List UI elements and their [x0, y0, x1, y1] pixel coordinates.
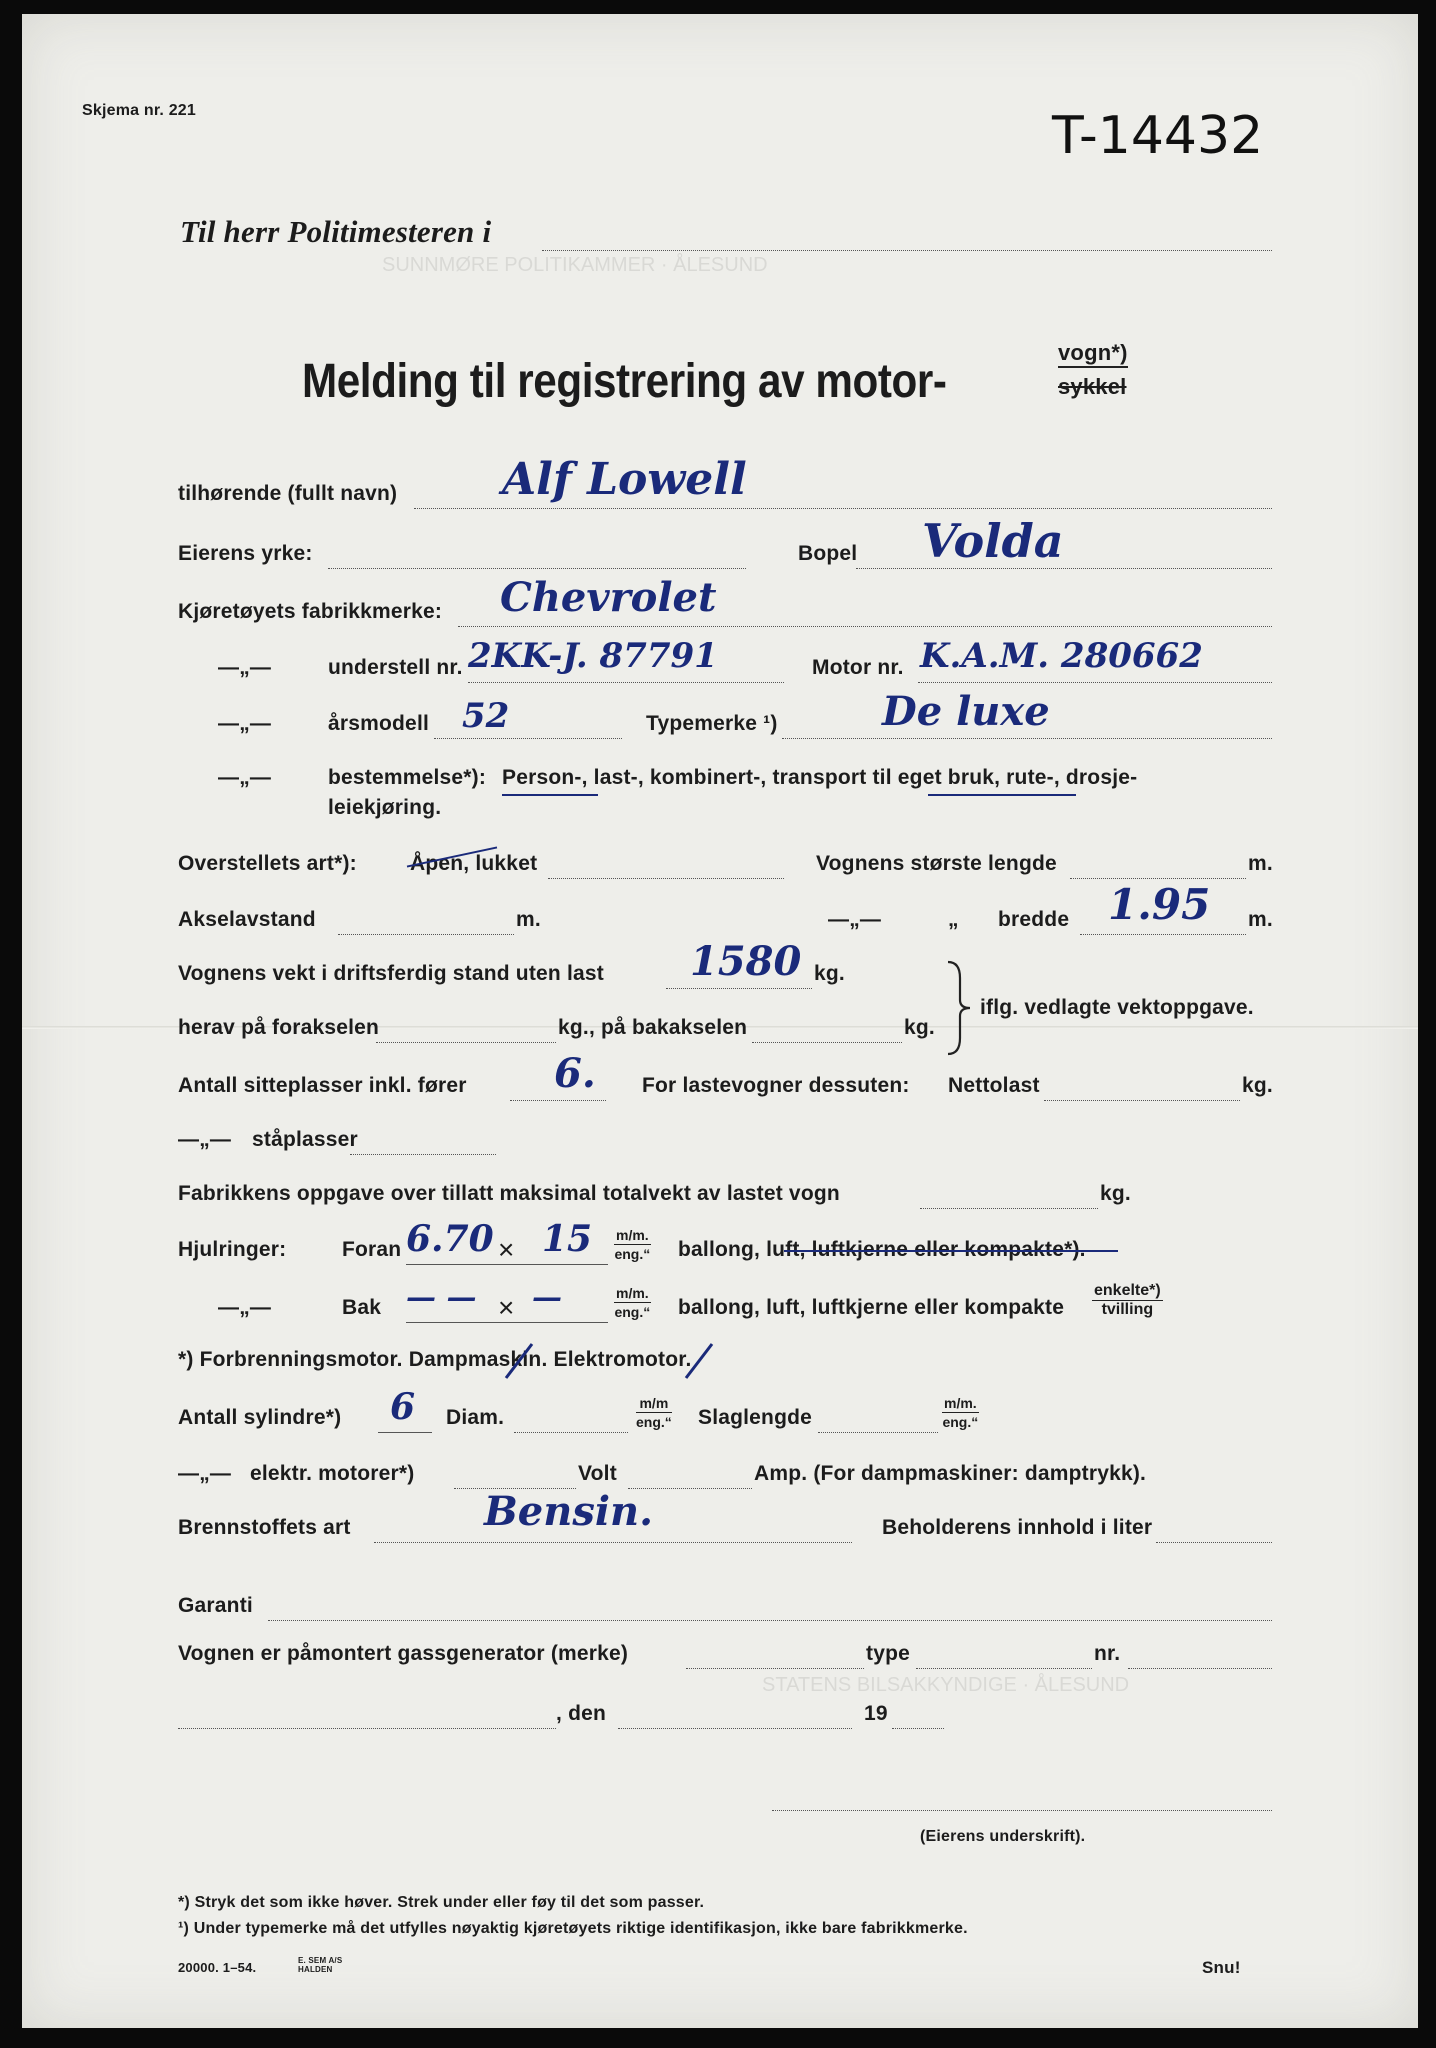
gas-type-line — [916, 1668, 1092, 1669]
diam-unit-fraction — [636, 1394, 672, 1431]
fuel-line — [374, 1542, 852, 1543]
ditto-mark-standing: —„— — [178, 1128, 232, 1151]
seats-label: Antall sitteplasser inkl. fører — [178, 1074, 467, 1097]
bleed-through-text: SUNNMØRE POLITIKAMMER · ÅLESUND — [382, 254, 768, 276]
form-sheet — [22, 14, 1418, 2028]
handwritten-reference: T-14432 — [1052, 106, 1264, 166]
purpose-own-use-underline — [928, 794, 1076, 796]
purpose-label: bestemmelse*): — [328, 766, 487, 789]
gas-type-label: type — [866, 1642, 910, 1665]
make-line — [458, 626, 1272, 627]
gas-generator-line — [686, 1668, 864, 1669]
owner-value: Alf Lowell — [502, 454, 747, 505]
width-ditto: „ — [948, 908, 959, 931]
diam-unit-top: m/m — [636, 1394, 672, 1413]
weight-brace — [944, 958, 974, 1058]
ditto-mark-chassis: —„— — [218, 656, 272, 679]
engine-types: *) Forbrenningsmotor. Dampmaskin. Elektromotor. — [178, 1348, 692, 1371]
twin-label: tvilling — [1101, 1301, 1154, 1318]
fuel-value: Bensin. — [484, 1488, 654, 1535]
gas-nr-label: nr. — [1094, 1642, 1121, 1665]
rear-unit-fraction — [614, 1284, 651, 1321]
ditto-mark-electric: —„— — [178, 1462, 232, 1485]
net-load-unit: kg. — [1242, 1074, 1273, 1097]
front-unit-top: m/m. — [616, 1227, 649, 1243]
tank-line — [1156, 1542, 1272, 1543]
width-line — [1080, 934, 1246, 935]
weight-value: 1580 — [690, 938, 802, 985]
electric-label: elektr. motorer*) — [250, 1462, 415, 1485]
schema-number: Skjema nr. 221 — [82, 102, 196, 119]
rear-axle-unit: kg. — [904, 1016, 935, 1039]
diam-line — [514, 1432, 628, 1433]
signature-line — [772, 1810, 1272, 1811]
rear-unit-top: m/m. — [616, 1285, 649, 1301]
front-axle-line — [376, 1042, 556, 1043]
max-weight-line — [920, 1208, 1098, 1209]
truck-label: For lastevogner dessuten: — [642, 1074, 910, 1097]
rear-times-symbol: × — [498, 1292, 515, 1323]
max-weight-unit: kg. — [1100, 1182, 1131, 1205]
net-load-line — [1044, 1100, 1240, 1101]
type-value: De luxe — [882, 688, 1050, 735]
single-twin-fraction — [1092, 1282, 1163, 1319]
printer-name: E. SEM A/S HALDEN — [298, 1956, 343, 1974]
form-title: Melding til registrering av motor- — [302, 355, 947, 408]
front-tyre-width: 6.70 — [406, 1218, 494, 1260]
wheelbase-line — [338, 934, 514, 935]
title-option-vogn: vogn*) — [1058, 340, 1128, 368]
stroke-unit-fraction — [942, 1394, 979, 1431]
front-tyre-line — [406, 1264, 608, 1265]
signature-label: (Eierens underskrift). — [920, 1828, 1086, 1845]
amp-label: Amp. (For dampmaskiner: damptrykk). — [754, 1462, 1147, 1485]
occupation-line — [328, 568, 746, 569]
weight-line — [666, 988, 812, 989]
stroke-line — [818, 1432, 938, 1433]
date-den-label: , den — [556, 1702, 607, 1725]
purpose-options-line2: leiekjøring. — [328, 796, 442, 819]
rear-tyre-types: ballong, luft, luftkjerne eller kompakte — [678, 1296, 1065, 1319]
electro-check-mark — [682, 1340, 724, 1384]
stroke-unit-bottom: eng.“ — [942, 1414, 979, 1430]
cylinders-value: 6 — [390, 1386, 416, 1428]
front-tyre-rim: 15 — [542, 1218, 593, 1260]
rear-tyre-rim: — — [532, 1280, 562, 1315]
tyres-label: Hjulringer: — [178, 1238, 287, 1261]
weight-note: iflg. vedlagte vektoppgave. — [980, 996, 1254, 1019]
rear-axle-label: kg., på bakakselen — [558, 1016, 748, 1039]
print-info: 20000. 1–54. — [178, 1960, 257, 1975]
width-unit: m. — [1248, 908, 1273, 931]
rear-tyre-width: — — — [406, 1280, 477, 1315]
model-year-value: 52 — [462, 696, 510, 736]
front-tyre-types: ballong, luft, luftkjerne eller kompakte*). — [678, 1238, 1086, 1261]
body-label: Overstellets art*): — [178, 852, 357, 875]
turn-over-label: Snu! — [1202, 1958, 1241, 1977]
footnote-2: ¹) Under typemerke må det utfylles nøyaktig kjøretøyets riktige identifikasjon, ikke bare fabrikkmerke. — [178, 1920, 968, 1937]
tank-label: Beholderens innhold i liter — [882, 1516, 1153, 1539]
net-load-label: Nettolast — [948, 1074, 1040, 1097]
ditto-mark-year: —„— — [218, 712, 272, 735]
motor-label: Motor nr. — [812, 656, 904, 679]
gas-generator-label: Vognen er påmontert gassgenerator (merke) — [178, 1642, 629, 1665]
occupation-label: Eierens yrke: — [178, 542, 313, 565]
front-unit-fraction — [614, 1226, 651, 1263]
addressee-line — [542, 250, 1272, 251]
purpose-options: Person-, last-, kombinert-, transport til eget bruk, rute-, drosje- — [502, 766, 1138, 789]
volt-label: Volt — [578, 1462, 617, 1485]
width-label: bredde — [998, 908, 1070, 931]
rear-unit-bottom: eng.“ — [614, 1304, 651, 1320]
guarantee-label: Garanti — [178, 1594, 253, 1617]
ditto-mark-width: —„— — [828, 908, 882, 931]
length-label: Vognens største lengde — [816, 852, 1057, 875]
place-line — [178, 1728, 556, 1729]
residence-line — [856, 568, 1272, 569]
date-line — [618, 1728, 852, 1729]
front-label: Foran — [342, 1238, 402, 1261]
year-line — [892, 1728, 944, 1729]
addressee: Til herr Politimesteren i — [180, 214, 492, 249]
weight-label: Vognens vekt i driftsferdig stand uten last — [178, 962, 604, 985]
standing-label: ståplasser — [252, 1128, 358, 1151]
date-year-label: 19 — [864, 1702, 888, 1725]
ditto-mark-rear: —„— — [218, 1296, 272, 1319]
cylinders-line — [378, 1432, 432, 1433]
type-label: Typemerke ¹) — [646, 712, 778, 735]
motor-value: K.A.M. 280662 — [920, 636, 1203, 676]
chassis-label: understell nr. — [328, 656, 463, 679]
footnote-1: *) Stryk det som ikke høver. Strek under eller føy til det som passer. — [178, 1894, 705, 1911]
purpose-person-underline — [502, 794, 598, 796]
diam-label: Diam. — [446, 1406, 505, 1429]
body-line — [548, 878, 784, 879]
owner-label: tilhørende (fullt navn) — [178, 482, 398, 505]
ditto-mark-purpose: —„— — [218, 766, 272, 789]
seats-line — [510, 1100, 606, 1101]
weight-unit: kg. — [814, 962, 845, 985]
model-year-line — [434, 738, 622, 739]
standing-line — [350, 1154, 496, 1155]
steam-check-mark — [502, 1340, 544, 1384]
width-value: 1.95 — [1108, 880, 1211, 929]
owner-line — [414, 508, 1272, 509]
wheelbase-unit: m. — [516, 908, 541, 931]
gas-nr-line — [1128, 1668, 1272, 1669]
wheelbase-label: Akselavstand — [178, 908, 316, 931]
diam-unit-bottom: eng.“ — [636, 1414, 672, 1430]
max-weight-label: Fabrikkens oppgave over tillatt maksimal totalvekt av lastet vogn — [178, 1182, 840, 1205]
cylinders-label: Antall sylindre*) — [178, 1406, 342, 1429]
chassis-value: 2KK-J. 87791 — [468, 636, 718, 676]
make-label: Kjøretøyets fabrikkmerke: — [178, 600, 443, 623]
fuel-label: Brennstoffets art — [178, 1516, 351, 1539]
residence-label: Bopel — [798, 542, 858, 565]
length-line — [1070, 878, 1246, 879]
front-axle-label: herav på forakselen — [178, 1016, 380, 1039]
stroke-label: Slaglengde — [698, 1406, 813, 1429]
residence-value: Volda — [922, 514, 1064, 568]
rear-label: Bak — [342, 1296, 382, 1319]
length-unit: m. — [1248, 852, 1273, 875]
title-option-sykkel: sykkel — [1058, 374, 1127, 399]
type-line — [782, 738, 1272, 739]
guarantee-line — [268, 1620, 1272, 1621]
body-options: Åpen, lukket — [410, 852, 538, 875]
stroke-unit-top: m/m. — [944, 1395, 977, 1411]
single-label: enkelte*) — [1094, 1282, 1161, 1299]
model-year-label: årsmodell — [328, 712, 430, 735]
front-times-symbol: × — [498, 1234, 515, 1265]
make-value: Chevrolet — [500, 574, 717, 621]
front-tyre-types-strike — [784, 1250, 1118, 1252]
bleed-through-stamp: STATENS BILSAKKYNDIGE · ÅLESUND — [762, 1674, 1130, 1696]
seats-value: 6. — [554, 1050, 596, 1097]
rear-axle-line — [752, 1042, 902, 1043]
front-unit-bottom: eng.“ — [614, 1246, 651, 1262]
motor-line — [918, 682, 1272, 683]
rear-tyre-line — [406, 1322, 608, 1323]
chassis-line — [468, 682, 784, 683]
